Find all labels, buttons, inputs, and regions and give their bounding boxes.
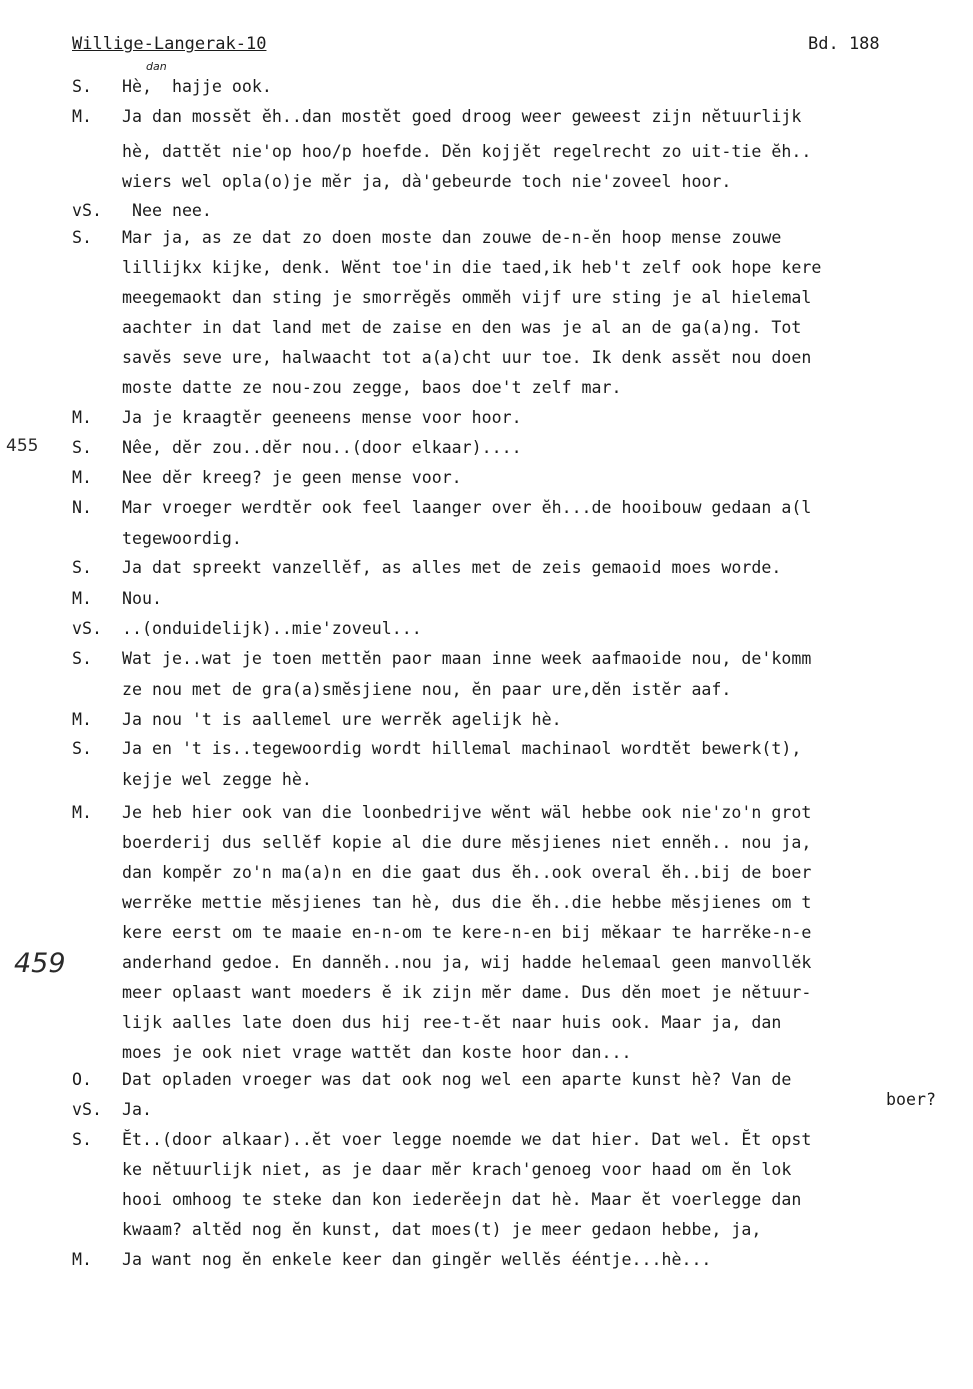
transcript-line [0,1098,973,1122]
speaker-label: S. [72,228,92,247]
transcript-line [0,170,973,194]
utterance-text: moste datte ze nou-zou zegge, baos doe't zelf mar. [122,378,622,397]
transcript-line [0,1068,973,1092]
transcript-line [0,346,973,370]
transcript-line [0,737,973,761]
utterance-text: Nou. [122,589,162,608]
transcript-line [0,436,973,460]
transcript-line [0,556,973,580]
transcript-line [0,527,973,551]
utterance-text: kwaam? altĕd nog ĕn kunst, dat moes(t) je meer gedaon hebbe, ja, [122,1220,762,1239]
transcript-line [0,921,973,945]
transcript-line [0,768,973,792]
utterance-text: boerderij dus sellĕf kopie al die dure mĕsjienes niet ennĕh.. nou ja, [122,833,812,852]
speaker-label: M. [72,1250,92,1269]
utterance-text: meegemaokt dan sting je smorrĕgĕs ommĕh vijf ure sting je al hielemal [122,288,812,307]
transcript-line [0,1248,973,1272]
speaker-label: S. [72,1130,92,1149]
utterance-text: kere eerst om te maaie en-n-om te kere-n-en bij mĕkaar te harrĕke-n-e [122,923,812,942]
utterance-text: ..(onduidelijk)..mie'zoveul... [122,619,422,638]
utterance-text: Ja je kraagtĕr geeneens mense voor hoor. [122,408,522,427]
speaker-label: O. [72,1070,92,1089]
utterance-text: hooi omhoog te steke dan kon iederĕejn dat hè. Maar ĕt voerlegge dan [122,1190,802,1209]
transcript-line [0,406,973,430]
utterance-text: kejje wel zegge hè. [122,770,312,789]
utterance-text: Nee dĕr kreeg? je geen mense voor. [122,468,462,487]
transcript-line [0,831,973,855]
utterance-text: moes je ook niet vrage wattĕt dan koste hoor dan... [122,1043,632,1062]
speaker-label: M. [72,803,92,822]
utterance-text: Ja want nog ĕn enkele keer dan gingĕr wellĕs ééntje...hè... [122,1250,712,1269]
utterance-text: Hè, hajje ook. [122,77,272,96]
speaker-label: M. [72,408,92,427]
transcript-line [0,951,973,975]
margin-number-handwritten: 459 [14,948,66,979]
transcript-line [0,199,973,223]
transcript-line [0,981,973,1005]
transcript-line [0,1011,973,1035]
utterance-text: aachter in dat land met de zaise en den was je al an de ga(a)ng. Tot [122,318,802,337]
transcript-line [0,376,973,400]
transcript-line [0,587,973,611]
utterance-text: ze nou met de gra(a)smĕsjiene nou, ĕn paar ure,dĕn istĕr aaf. [122,680,732,699]
speaker-label: vS. [72,619,102,638]
transcript-line [0,1218,973,1242]
transcript-line [0,1188,973,1212]
utterance-text: anderhand gedoe. En dannĕh..nou ja, wij hadde helemaal geen manvollĕk [122,953,812,972]
transcript-line [0,1158,973,1182]
utterance-text: Ja dan mossĕt ĕh..dan mostĕt goed droog weer geweest zijn nĕtuurlijk [122,107,802,126]
speaker-label: vS. [72,1100,102,1119]
speaker-label: vS. [72,201,102,220]
utterance-text: Wat je..wat je toen mettĕn paor maan inne week aafmaoide nou, de'komm [122,649,812,668]
utterance-text: hè, dattĕt nie'op hoo/p hoefde. Dĕn kojjĕt regelrecht zo uit-tie ĕh.. [122,142,812,161]
utterance-text: Nêe, dĕr zou..dĕr nou..(door elkaar).... [122,438,522,457]
continuation-note: boer? [886,1090,936,1109]
utterance-text: Ja. [122,1100,152,1119]
speaker-label: N. [72,498,92,517]
transcript-line [0,466,973,490]
utterance-text: meer oplaast want moeders ĕ ik zijn mĕr dame. Dus dĕn moet je nĕtuur- [122,983,812,1002]
utterance-text: dan kompĕr zo'n ma(a)n en die gaat dus ĕh..ook overal ĕh..bij de boer [122,863,812,882]
transcript-line [0,801,973,825]
transcript-line [0,226,973,250]
speaker-label: M. [72,107,92,126]
transcript-line [0,708,973,732]
speaker-label: S. [72,739,92,758]
utterance-text: lillijkx kijke, denk. Wĕnt toe'in die taed,ik heb't zelf ook hope kere [122,258,822,277]
utterance-text: tegewoordig. [122,529,242,548]
speaker-label: M. [72,710,92,729]
margin-number: 455 [6,436,39,456]
transcript-line [0,678,973,702]
utterance-text: Ja en 't is..tegewoordig wordt hillemal machinaol wordtĕt bewerk(t), [122,739,802,758]
utterance-text: werrĕke mettie mĕsjienes tan hè, dus die ĕh..die hebbe mĕsjienes om t [122,893,812,912]
transcript-line [0,140,973,164]
utterance-text: Ĕt..(door alkaar)..ĕt voer legge noemde we dat hier. Dat wel. Ĕt opst [122,1130,812,1149]
speaker-label: S. [72,649,92,668]
document-title: Willige-Langerak-10 [72,34,267,54]
speaker-label: M. [72,468,92,487]
transcript-line [0,75,973,99]
speaker-label: S. [72,77,92,96]
utterance-text: Mar vroeger werdtĕr ook feel laanger over ĕh...de hooibouw gedaan a(l [122,498,812,517]
utterance-text: Nee nee. [122,201,212,220]
transcript-line [0,647,973,671]
utterance-text: ke nĕtuurlijk niet, as je daar mĕr krach'genoeg voor haad om ĕn lok [122,1160,792,1179]
transcript-line [0,1128,973,1152]
page-header [72,34,973,60]
handwritten-insertion: dan [146,60,167,73]
speaker-label: S. [72,558,92,577]
transcript-line [0,105,973,129]
transcript-line [0,891,973,915]
utterance-text: Je heb hier ook van die loonbedrijve wĕnt wäl hebbe ook nie'zo'n grot [122,803,812,822]
utterance-text: Dat opladen vroeger was dat ook nog wel een aparte kunst hè? Van de [122,1070,792,1089]
transcript-line [0,286,973,310]
speaker-label: M. [72,589,92,608]
utterance-text: wiers wel opla(o)je mĕr ja, dà'gebeurde toch nie'zoveel hoor. [122,172,732,191]
utterance-text: Ja nou 't is aallemel ure werrĕk agelijk hè. [122,710,562,729]
utterance-text: savĕs seve ure, halwaacht tot a(a)cht uur toe. Ik denk assĕt nou doen [122,348,812,367]
speaker-label: S. [72,438,92,457]
transcript-line [0,496,973,520]
utterance-text: Ja dat spreekt vanzellĕf, as alles met de zeis gemaoid moes worde. [122,558,782,577]
transcript-line [0,1041,973,1065]
utterance-text: Mar ja, as ze dat zo doen moste dan zouwe de-n-ĕn hoop mense zouwe [122,228,782,247]
transcript-line [0,316,973,340]
transcript-line [0,861,973,885]
page-number: Bd. 188 [808,34,880,54]
transcript-line [0,617,973,641]
transcript-line [0,256,973,280]
utterance-text: lijk aalles late doen dus hij ree-t-ĕt naar huis ook. Maar ja, dan [122,1013,782,1032]
